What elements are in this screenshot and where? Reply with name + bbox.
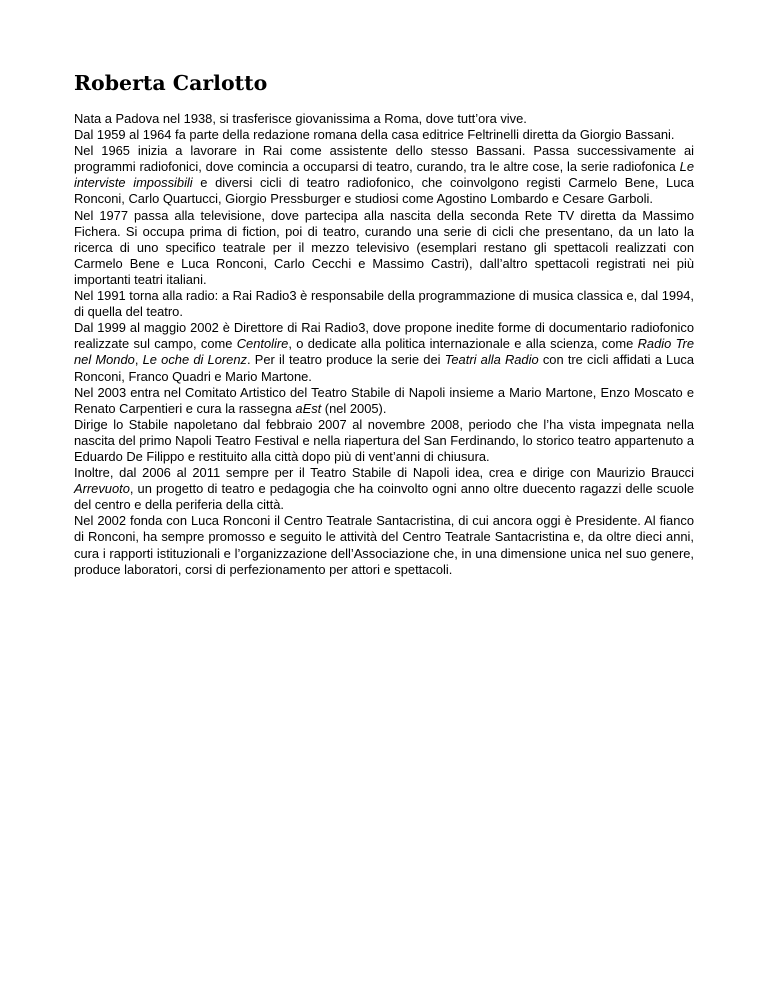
paragraph-text: Dirige lo Stabile napoletano dal febbraio 2007 al novembre 2008, periodo che l’ha vista impegnata nella nascita del primo Napoli Teatro Festival e nella riapertura del San Ferdinando, lo storico teatro appartenuto a Eduardo De Filippo e restituito alla città dopo più di vent’anni di chiusura. xyxy=(74,416,694,464)
italic-title-text: Le oche di Lorenz xyxy=(142,352,247,368)
paragraph-text: Nel 2003 entra nel Comitato Artistico del Teatro Stabile di Napoli insieme a Mario Martone, Enzo Moscato e Renato Carpentieri e cura la rassegna xyxy=(74,384,694,416)
page-title: Roberta Carlotto xyxy=(74,71,268,95)
paragraph-text: , o dedicate alla politica internazionale e alla scienza, come xyxy=(288,336,638,352)
italic-title-text: Centolire xyxy=(236,336,289,352)
paragraph xyxy=(74,465,694,513)
paragraph-text: Nel 1977 passa alla televisione, dove partecipa alla nascita della seconda Rete TV diretta da Massimo Fichera. Si occupa prima di fiction, poi di teatro, curando una serie di cicli che presentano, da un lato la ricerca di uno specifico teatrale per il mezzo televisivo (esemplari restano gli spettacoli realizzati con Carmelo Bene e Luca Ronconi, Carlo Cecchi e Massimo Castri), dall’altro spettacoli registrati nei più importanti teatri italiani. xyxy=(74,207,694,287)
paragraph-text: , xyxy=(134,352,143,368)
italic-title-text: Radio Tre nel Mondo xyxy=(74,336,694,368)
paragraph-text: con tre cicli affidati a Luca Ronconi, Franco Quadri e Mario Martone. xyxy=(74,352,695,384)
italic-title-text: Le interviste impossibili xyxy=(74,159,694,191)
paragraph xyxy=(74,208,694,288)
paragraph-text: Nel 2002 fonda con Luca Ronconi il Centro Teatrale Santacristina, di cui ancora oggi è Presidente. Al fianco di Ronconi, ha sempre promosso e seguito le attività del Centro Teatrale Santacristina e, da oltre dieci anni, cura i rapporti istituzionali e l’organizzazione dell’Associazione che, in una dimensione unica nel suo genere, produce laboratori, corsi di perfezionamento per attori e spettacoli. xyxy=(74,513,694,577)
paragraph-text: Nata a Padova nel 1938, si trasferisce giovanissima a Roma, dove tutt’ora vive. xyxy=(74,111,527,126)
paragraph xyxy=(74,288,694,320)
paragraph-text: Dal 1999 al maggio 2002 è Direttore di Rai Radio3, dove propone inedite forme di documentario radiofonico realizzate sul campo, come xyxy=(74,320,694,352)
paragraph-text: , un progetto di teatro e pedagogia che ha coinvolto ogni anno oltre duecento ragazzi delle scuole del centro e della periferia della città. xyxy=(74,481,694,513)
paragraph xyxy=(74,127,694,143)
paragraph-text: Inoltre, dal 2006 al 2011 sempre per il Teatro Stabile di Napoli idea, crea e dirige con Maurizio Braucci xyxy=(74,465,694,481)
paragraph xyxy=(74,513,694,577)
paragraph xyxy=(74,143,694,207)
paragraph-text: e diversi cicli di teatro radiofonico, che coinvolgono registi Carmelo Bene, Luca Ronconi, Carlo Quartucci, Giorgio Pressburger e studiosi come Agostino Lombardo e Cesare Garboli. xyxy=(74,175,695,207)
paragraph-text: Dal 1959 al 1964 fa parte della redazione romana della casa editrice Feltrinelli diretta da Giorgio Bassani. xyxy=(74,127,675,143)
italic-title-text: aEst xyxy=(295,400,322,416)
paragraph xyxy=(74,320,694,384)
paragraph xyxy=(74,417,694,465)
paragraph-text: (nel 2005). xyxy=(321,400,387,416)
biography-text xyxy=(74,111,694,578)
paragraph xyxy=(74,385,694,417)
italic-title-text: Teatri alla Radio xyxy=(444,352,539,368)
paragraph-text: Nel 1965 inizia a lavorare in Rai come assistente dello stesso Bassani. Passa successivamente ai programmi radiofonici, dove comincia a occuparsi di teatro, curando, tra le altre cose, la serie radiofonica xyxy=(74,143,694,175)
italic-title-text: Arrevuoto xyxy=(74,481,130,497)
paragraph-text: . Per il teatro produce la serie dei xyxy=(246,352,445,368)
paragraph-text: Nel 1991 torna alla radio: a Rai Radio3 è responsabile della programmazione di musica classica e, dal 1994, di quella del teatro. xyxy=(74,288,694,320)
paragraph xyxy=(74,111,694,127)
